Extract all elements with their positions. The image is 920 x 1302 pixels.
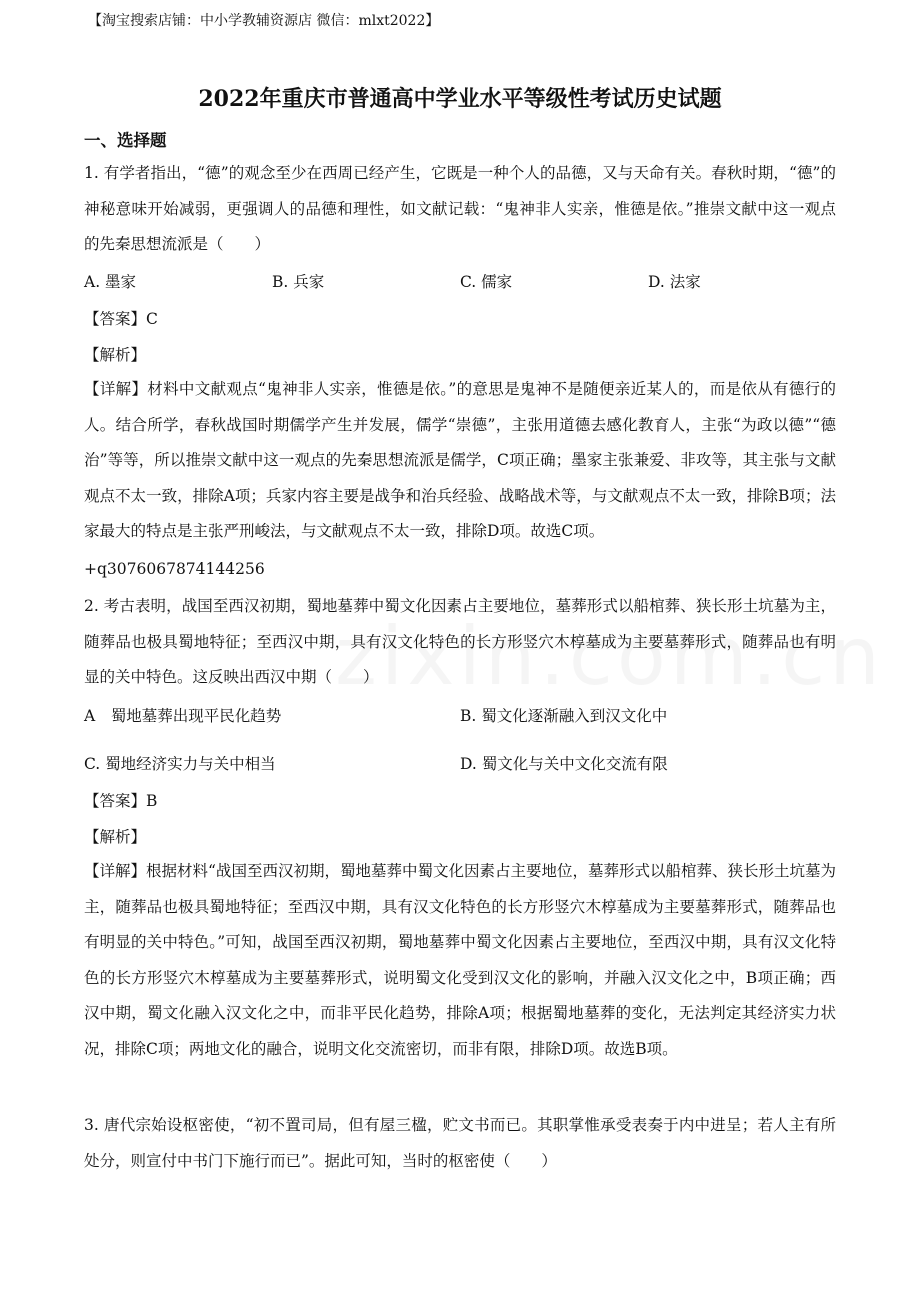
q2-option-d: D. 蜀文化与关中文化交流有限 [460, 755, 668, 773]
question-2-stem: 2. 考古表明，战国至西汉初期，蜀地墓葬中蜀文化因素占主要地位，墓葬形式以船棺葬、狭长形土坑墓为主，随葬品也极具蜀地特征；至西汉中期，具有汉文化特色的长方形竖穴木椁墓成为主要墓葬形式，随葬品也有明显的关中特色。这反映出西汉中期（ ） [84, 597, 836, 686]
q2-option-c: C. 蜀地经济实力与关中相当 [84, 755, 276, 773]
section-title: 一、选择题 [84, 131, 167, 150]
extra-code: +q3076067874144256 [84, 560, 265, 578]
page-title: 2022年重庆市普通高中学业水平等级性考试历史试题 [198, 86, 722, 112]
header-note: 【淘宝搜索店铺：中小学教辅资源店 微信：mlxt2022】 [88, 13, 440, 29]
q1-analysis-label: 【解析】 [84, 346, 147, 364]
q1-option-b: B. 兵家 [272, 273, 325, 291]
q2-answer: 【答案】B [84, 792, 158, 810]
q1-answer: 【答案】C [84, 310, 158, 328]
q2-option-b: B. 蜀文化逐渐融入到汉文化中 [460, 707, 668, 725]
q2-detail: 【详解】根据材料“战国至西汉初期，蜀地墓葬中蜀文化因素占主要地位，墓葬形式以船棺葬、狭长形土坑墓为主，随葬品也极具蜀地特征；至西汉中期，具有汉文化特色的长方形竖穴木椁墓成为主要墓葬形式，随葬品也有明显的关中特色。”可知，战国至西汉初期，蜀地墓葬中蜀文化因素占主要地位，至西汉中期，具有汉文化特色的长方形竖穴木椁墓成为主要墓葬形式，说明蜀文化受到汉文化的影响，并融入汉文化之中，B项正确；西汉中期，蜀文化融入汉文化之中，而非平民化趋势，排除A项；根据蜀地墓葬的变化，无法判定其经济实力状况，排除C项；两地文化的融合，说明文化交流密切，而非有限，排除D项。故选B项。 [84, 862, 836, 1058]
q1-option-a: A. 墨家 [84, 273, 137, 291]
q2-analysis-label: 【解析】 [84, 828, 147, 846]
question-1-stem: 1. 有学者指出，“德”的观念至少在西周已经产生，它既是一种个人的品德，又与天命有关。春秋时期，“德”的神秘意味开始减弱，更强调人的品德和理性，如文献记载：“鬼神非人实亲，惟德是依。”推崇文献中这一观点的先秦思想流派是（ ） [84, 164, 836, 253]
question-3-stem: 3. 唐代宗始设枢密使，“初不置司局，但有屋三楹，贮文书而已。其职掌惟承受表奏于内中进呈；若人主有所处分，则宣付中书门下施行而已”。据此可知，当时的枢密使（ ） [84, 1116, 836, 1170]
q1-option-d: D. 法家 [648, 273, 701, 291]
q1-detail: 【详解】材料中文献观点“鬼神非人实亲，惟德是依。”的意思是鬼神不是随便亲近某人的，而是依从有德行的人。结合所学，春秋战国时期儒学产生并发展，儒学“崇德”，主张用道德去感化教育人，主张“为政以德”“德治”等等，所以推崇文献中这一观点的先秦思想流派是儒学，C项正确；墨家主张兼爱、非攻等，其主张与文献观点不太一致，排除A项；兵家内容主要是战争和治兵经验、战略战术等，与文献观点不太一致，排除B项；法家最大的特点是主张严刑峻法，与文献观点不太一致，排除D项。故选C项。 [84, 380, 836, 540]
q1-option-c: C. 儒家 [460, 273, 513, 291]
q2-option-a: A 蜀地墓葬出现平民化趋势 [84, 707, 282, 725]
